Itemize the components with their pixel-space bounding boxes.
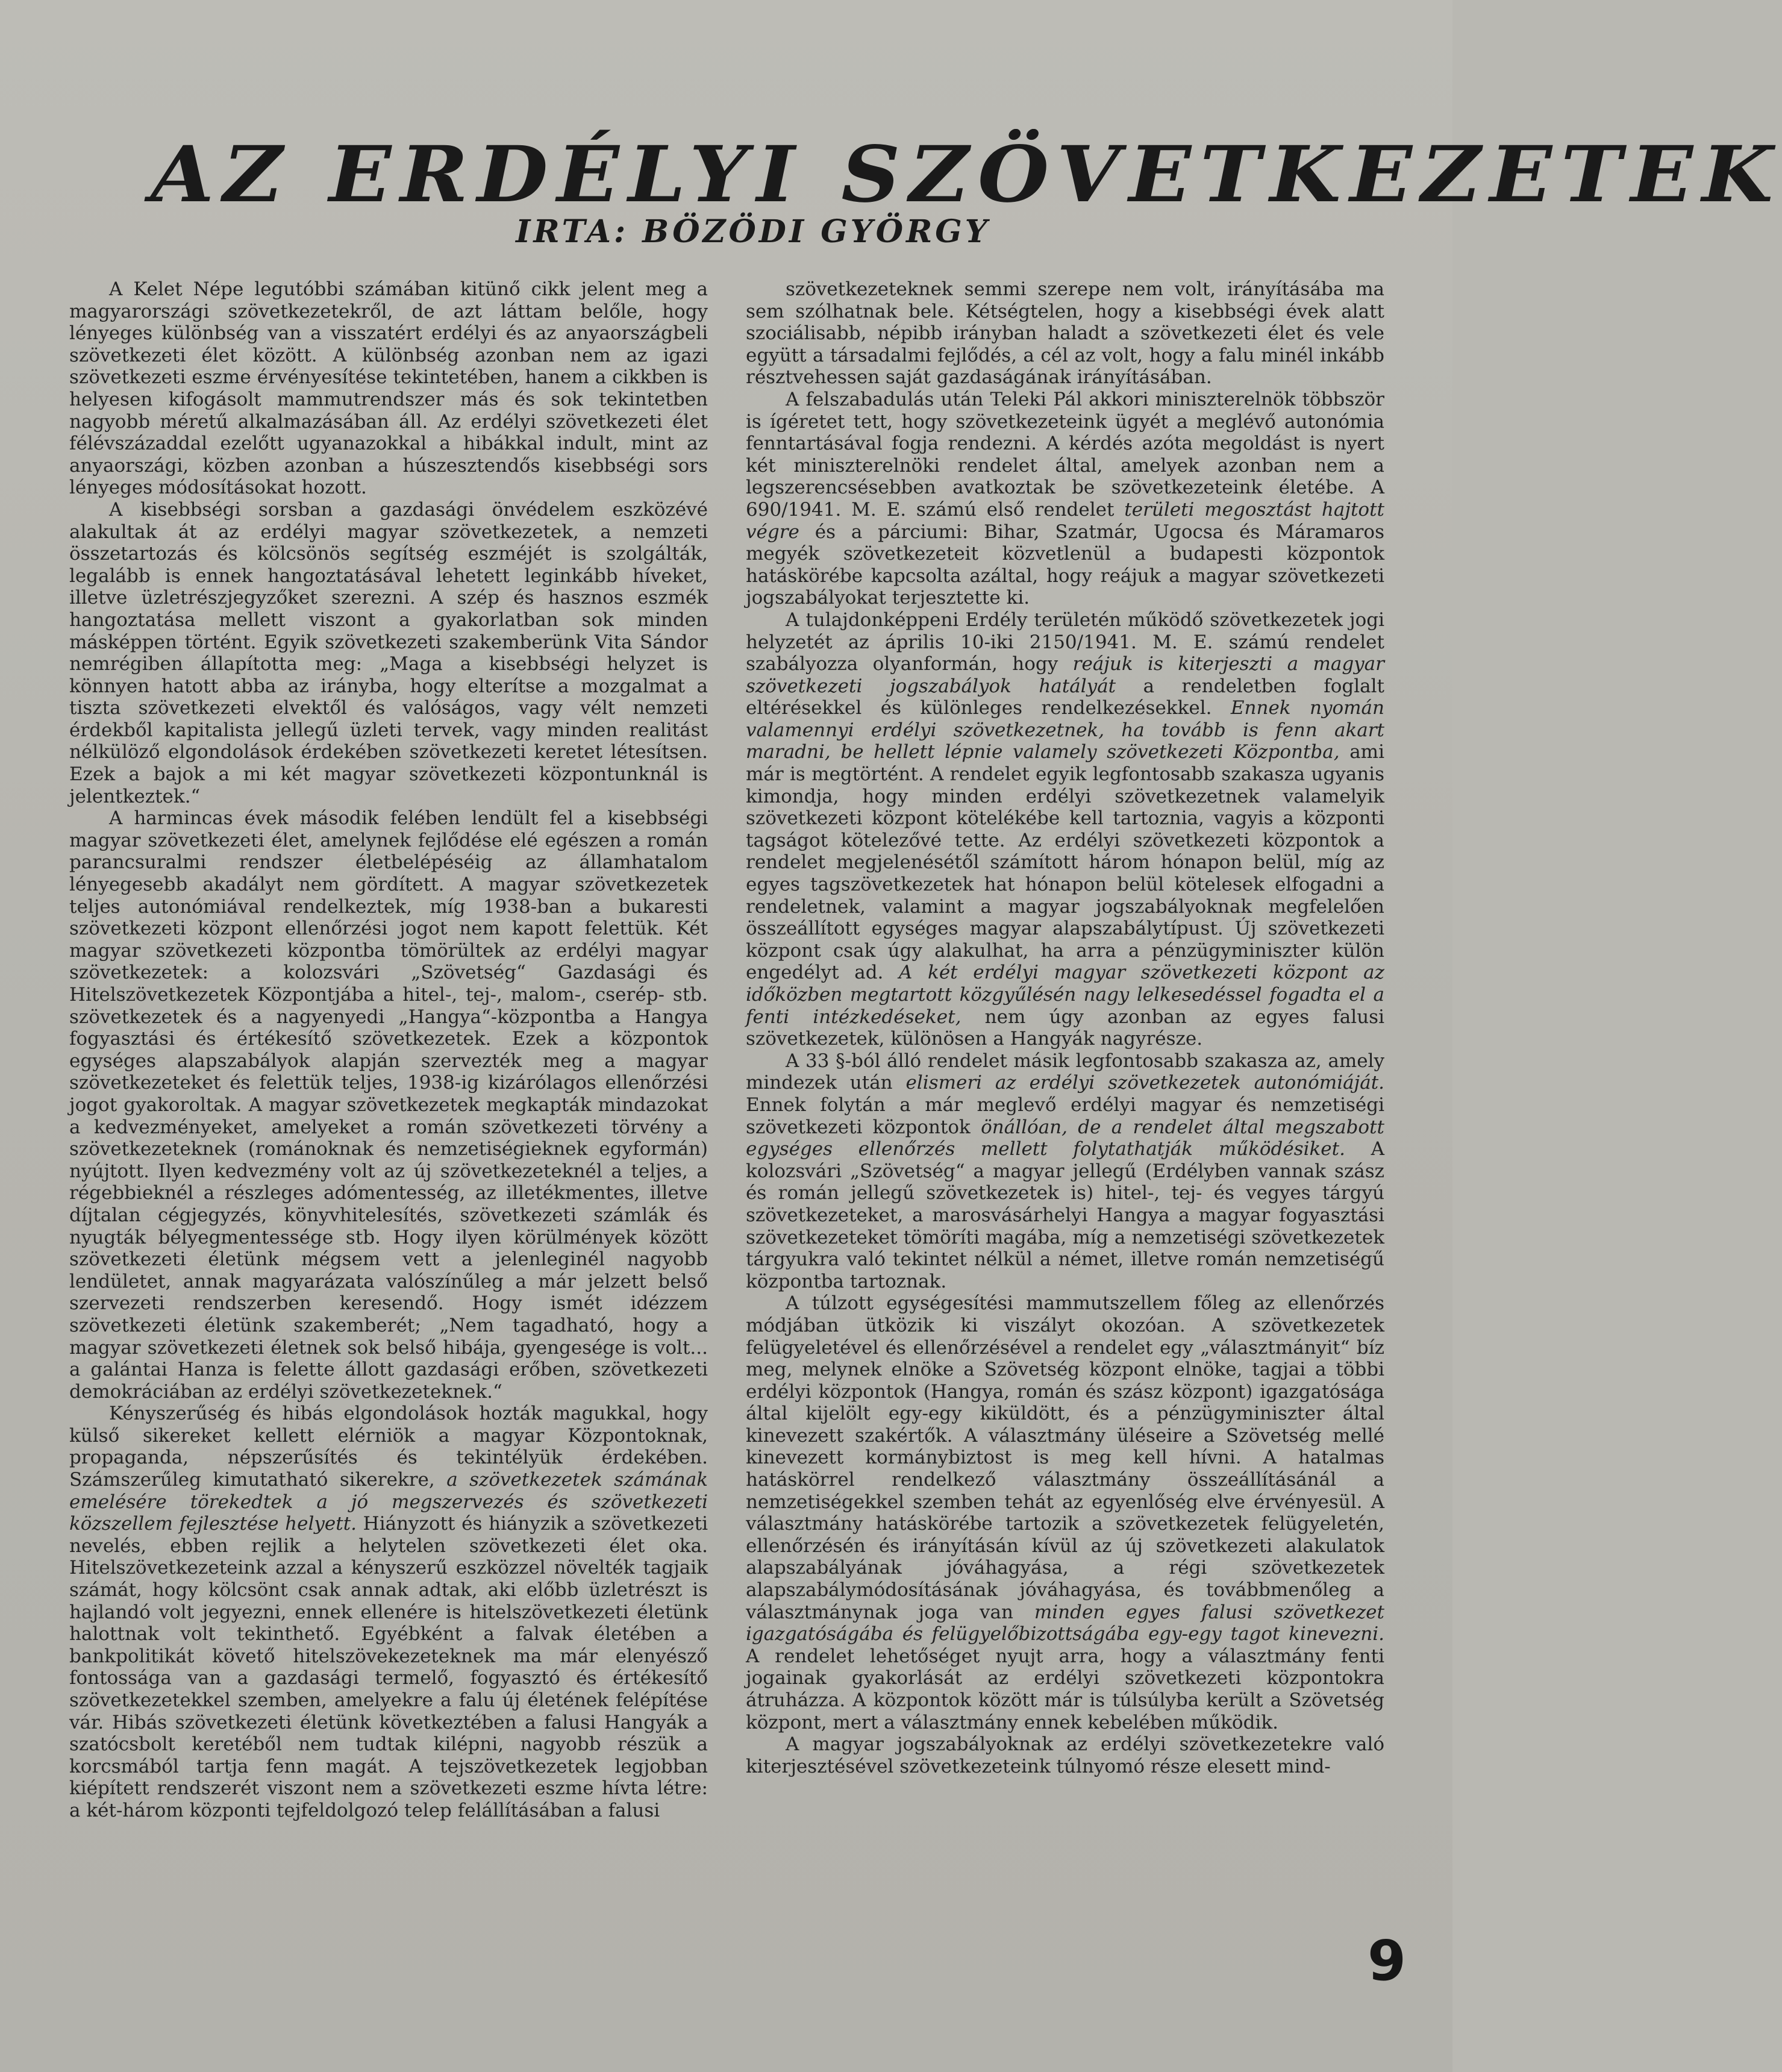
italic-emphasis: reájuk is kiterjeszti a magyar szövetkezeti jogszabályok hatályát xyxy=(746,653,1384,697)
text-run: A tulajdonképpeni Erdély területén működő szövetkezetek jogi helyzetét az április 10-iki 2150/1941. M. E. számú rendelet szabályozza olyanformán, hogy xyxy=(746,609,1384,675)
paragraph: szövetkezeteknek semmi szerepe nem volt, irányításába ma sem szólhatnak bele. Kétségtelen, hogy a kisebbségi évek alatt szociálisabb, népibb irányban haladt a szövetkezeti élet és vele együtt a társadalmi fejlődés, a cél az volt, hogy a falu minél inkább résztvehessen saját gazdaságának irányításában. xyxy=(746,278,1384,389)
paragraph: A magyar jogszabályoknak az erdélyi szövetkezetekre való kiterjesztésével szövetkezeteink túlnyomó része elesett mind- xyxy=(746,1733,1384,1777)
italic-emphasis: A két erdélyi magyar szövetkezeti központ az időközben megtartott közgyűlésén nagy lelkesedéssel fogadta el a fenti intézkedéseket, xyxy=(746,962,1384,1028)
paragraph xyxy=(69,1403,708,1821)
italic-emphasis: minden egyes falusi szövetkezet igazgatóságába és felügyelőbizottságába egy-egy tagot kinevezni. xyxy=(746,1601,1384,1645)
text-run: A rendelet lehetőséget nyujt arra, hogy a választmány fenti jogainak gyakorlását az erdélyi szövetkezeti központokra átruházza. A központok között már is túlsúlyba került a Szövetség központ, mert a választmány ennek kebelében működik. xyxy=(746,1645,1384,1733)
left-column xyxy=(69,278,708,1959)
text-run: Ennek folytán a már meglevő erdélyi magyar és nemzetiségi szövetkezeti központok xyxy=(746,1094,1384,1138)
paragraph xyxy=(746,1292,1384,1733)
text-run: a rendeletben foglalt eltérésekkel és különleges rendelkezésekkel. xyxy=(746,675,1384,719)
article-title: AZ ERDÉLYI SZÖVETKEZETEK xyxy=(151,130,1782,220)
text-run: A felszabadulás után Teleki Pál akkori miniszterelnök többször is ígéretet tett, hogy szövetkezeteink ügyét a meglévő autonómia fenntartásával fogja rendezni. A kérdés azóta megoldást is nyert két miniszterelnöki rendelet által, amelyek azonban nem a legszerencsésebben avatkoztak be szövetkezeteink életébe. A 690/1941. M. E. számú első rendelet xyxy=(746,388,1384,521)
italic-emphasis: Ennek nyomán valamennyi erdélyi szövetkezetnek, ha tovább is fenn akart maradni, be hellett lépnie valamely szövetkezeti Központba, xyxy=(746,697,1385,763)
text-run: A túlzott egységesítési mammutszellem főleg az ellenőrzés módjában ütközik ki viszályt okozóan. A szövetkezetek felügyeletével és ellenőrzésével a rendelet egy „választmányit“ bíz meg, melynek elnöke a Szövetség központ elnöke, tagjai a többi erdélyi központok (Hangya, román és szász központ) igazgatósága által kijelölt egy-egy kiküldött, és a pénzügyminiszter által kinevezett szakértők. A választmány üléseire a Szövetség mellé kinevezett kormánybiztost is meg kell hívni. A hatalmas hatáskörrel rendelkező választmány összeállításánál a nemzetiségekkel szemben tehát az egyenlőség elve érvényesül. A választmány hatáskörébe tartozik a szövetkezetek felügyeletén, ellenőrzésén és irányításán kívül az új szövetkezeti alakulatok alapszabályának jóváhagyása, a régi szövetkezetek alapszabálymódosításának jóváhagyása, és továbbmenőleg a választmánynak joga van xyxy=(746,1292,1384,1623)
page-number: 9 xyxy=(1368,1929,1407,1993)
paragraph xyxy=(746,609,1384,1050)
italic-emphasis: a szövetkezetek számának emelésére törekedtek a jó megszervezés és szövetkezeti közszellem fejlesztése helyett. xyxy=(69,1469,708,1535)
text-run: Hiányzott és hiányzik a szövetkezeti nevelés, ebben rejlik a helytelen szövetkezeti élet oka. Hitelszövetkezeteink azzal a kényszerű eszközzel növelték tagjaik számát, hogy kölcsönt csak annak adtak, aki előbb üzletrészt is hajlandó volt jegyezni, ennek ellenére is hitelszövetkezeti életünk halottnak volt tekinthető. Egyébként a falvak életében a bankpolitikát követő hitelszövekezeteknek ma már elenyésző fontossága van a gazdasági termelő, fogyasztó és értékesítő szövetkezetekkel szemben, amelyekre a falu új életének felépítése vár. Hibás szövetkezeti életünk következtében a falusi Hangyák a szatócsbolt keretéből nem tudtak kilépni, nagyobb részük a korcsmából tartja fenn magát. A tejszövetkezetek legjobban kiépített rendszerét viszont nem a szövetkezeti eszme hívta létre: a két-három központi tejfeldolgozó telep felállításában a falusi xyxy=(69,1513,708,1821)
paragraph xyxy=(746,1050,1384,1293)
italic-emphasis: önállóan, de a rendelet által megszabott egységes ellenőrzés mellett folytathatják működésiket. xyxy=(746,1116,1384,1160)
text-run: A kolozsvári „Szövetség“ a magyar jellegű (Erdélyben vannak szász és román jellegű szövetkezetek is) hitel-, tej- és vegyes tárgyú szövetkezeteket, a marosvásárhelyi Hangya a magyar fogyasztási szövetkezeteket tömöríti magába, míg a nemzetiségi szövetkezetek tárgyukra való tekintet nélkül a német, illetve román nemzetiségű központba tartoznak. xyxy=(746,1138,1384,1292)
text-run: Kényszerűség és hibás elgondolások hozták magukkal, hogy külső sikereket kellett elérniök a magyar Központoknak, propaganda, népszerűsítés és tekintélyük érdekében. Számszerűleg kimutatható sikerekre, xyxy=(69,1403,708,1491)
article-byline: IRTA: BÖZÖDI GYÖRGY xyxy=(516,213,990,250)
text-run: ami már is megtörtént. A rendelet egyik legfontosabb szakasza ugyanis kimondja, hogy minden erdélyi szövetkezetnek valamelyik szövetkezeti központ kötelékébe kell tartoznia, vagyis a központi tagságot kötelezővé tette. Az erdélyi szövetkezeti központok a rendelet megjelenésétől számított három hónapon belül, míg az egyes tagszövetkezetek hat hónapon belül kötelesek elfogadni a rendeletnek, valamint a magyar jogszabályoknak megfelelően összeállított egységes magyar alapszabálytípust. Új szövetkezeti központ csak úgy alakulhat, ha arra a pénzügyminiszter külön engedélyt ad. xyxy=(746,741,1384,984)
paragraph: A harmincas évek második felében lendült fel a kisebbségi magyar szövetkezeti élet, amelynek fejlődése elé egészen a román parancsuralmi rendszer életbelépéséig az államhatalom lényegesebb akadályt nem gördített. A magyar szövetkezetek teljes autonómiával rendelkeztek, míg 1938-ban a bukaresti szövetkezeti központ ellenőrzési jogot nem kapott felettük. Két magyar szövetkezeti központba tömörültek az erdélyi magyar szövetkezetek: a kolozsvári „Szövetség“ Gazdasági és Hitelszövetkezetek Központjába a hitel-, tej-, malom-, cserép- stb. szövetkezetek és a nagyenyedi „Hangya“-központba a Hangya fogyasztási és értékesítő szövetkezetek. Ezek a központok egységes alapszabályok alapján szervezték meg a magyar szövetkezeteket és felettük teljes, 1938-ig kizárólagos ellenőrzési jogot gyakoroltak. A magyar szövetkezetek megkapták mindazokat a kedvezményeket, amelyeket a román szövetkezeti törvény a szövetkezeteknek (románoknak és nemzetiségieknek egyformán) nyújtott. Ilyen kedvezmény volt az új szövetkezeteknél a teljes, a régebbieknél a részleges adómentesség, az illetékmentes, illetve díjtalan cégjegyzés, könyvhitelesítés, szövetkezeti számlák és nyugták bélyegmentessége stb. Hogy ilyen körülmények között szövetkezeti életünk mégsem vett a jelenleginél nagyobb lendületet, annak magyarázata valószínűleg a már jelzett belső szervezeti rendszerben keresendő. Hogy ismét idézzem szövetkezeti életünk szakemberét; „Nem tagadható, hogy a magyar szövetkezeti életnek sok belső hibája, gyengesége is volt... a galántai Hanza is felette állott gazdasági erőben, szövetkezeti demokráciában az erdélyi szövetkezeteknek.“ xyxy=(69,807,708,1403)
italic-emphasis: területi megosztást hajtott végre xyxy=(746,498,1384,543)
paragraph xyxy=(746,389,1384,609)
paragraph: A kisebbségi sorsban a gazdasági önvédelem eszközévé alakultak át az erdélyi magyar szövetkezetek, a nemzeti összetartozás és kölcsönös segítség eszméjét is szolgálták, legalább is ennek hangoztatásával lehetett leginkább híveket, illetve üzletrészjegyzőket szerezni. A szép és hasznos eszmék hangoztatása mellett viszont a gyakorlatban sok minden másképpen történt. Egyik szövetkezeti szakemberünk Vita Sándor nemrégiben állapította meg: „Maga a kisebbségi helyzet is könnyen hatott abba az irányba, hogy elterítse a mozgalmat a tiszta szövetkezeti elvektől és valóságos, vagy vélt nemzeti érdekből kapitalista jellegű üzleti tervek, vagy minden realitást nélkülöző elgondolások érdekében szövetkezeti keretet létesítsen. Ezek a bajok a mi két magyar szövetkezeti központunknál is jelentkeztek.“ xyxy=(69,498,708,807)
text-run: nem úgy azonban az egyes falusi szövetkezetek, különösen a Hangyák nagyrésze. xyxy=(746,1006,1384,1050)
italic-emphasis: elismeri az erdélyi szövetkezetek autonómiáját. xyxy=(905,1072,1385,1094)
paragraph: A Kelet Népe legutóbbi számában kitünő cikk jelent meg a magyarországi szövetkezetekről, de azt láttam belőle, hogy lényeges különbség van a visszatért erdélyi és az anyaországbeli szövetkezeti élet között. A különbség azonban nem az igazi szövetkezeti eszme érvényesítése tekintetében, hanem a cikkben is helyesen kifogásolt mammutrendszer más és sok tekintetben nagyobb méretű alkalmazásában áll. Az erdélyi szövetkezeti élet félévszázaddal ezelőtt ugyanazokkal a hibákkal indult, mint az anyaországi, közben azonban a húszesztendős kisebbségi sors lényeges módosításokat hozott. xyxy=(69,278,708,499)
text-run: és a párciumi: Bihar, Szatmár, Ugocsa és Máramaros megyék szövetkezeteit közvetlenül a budapesti központok hatáskörébe kapcsolta azáltal, hogy reájuk a magyar szövetkezeti jogszabályokat terjesztette ki. xyxy=(746,521,1384,609)
text-run: A 33 §-ból álló rendelet másik legfontosabb szakasza az, amely mindezek után xyxy=(746,1050,1384,1094)
right-column xyxy=(746,278,1384,1959)
